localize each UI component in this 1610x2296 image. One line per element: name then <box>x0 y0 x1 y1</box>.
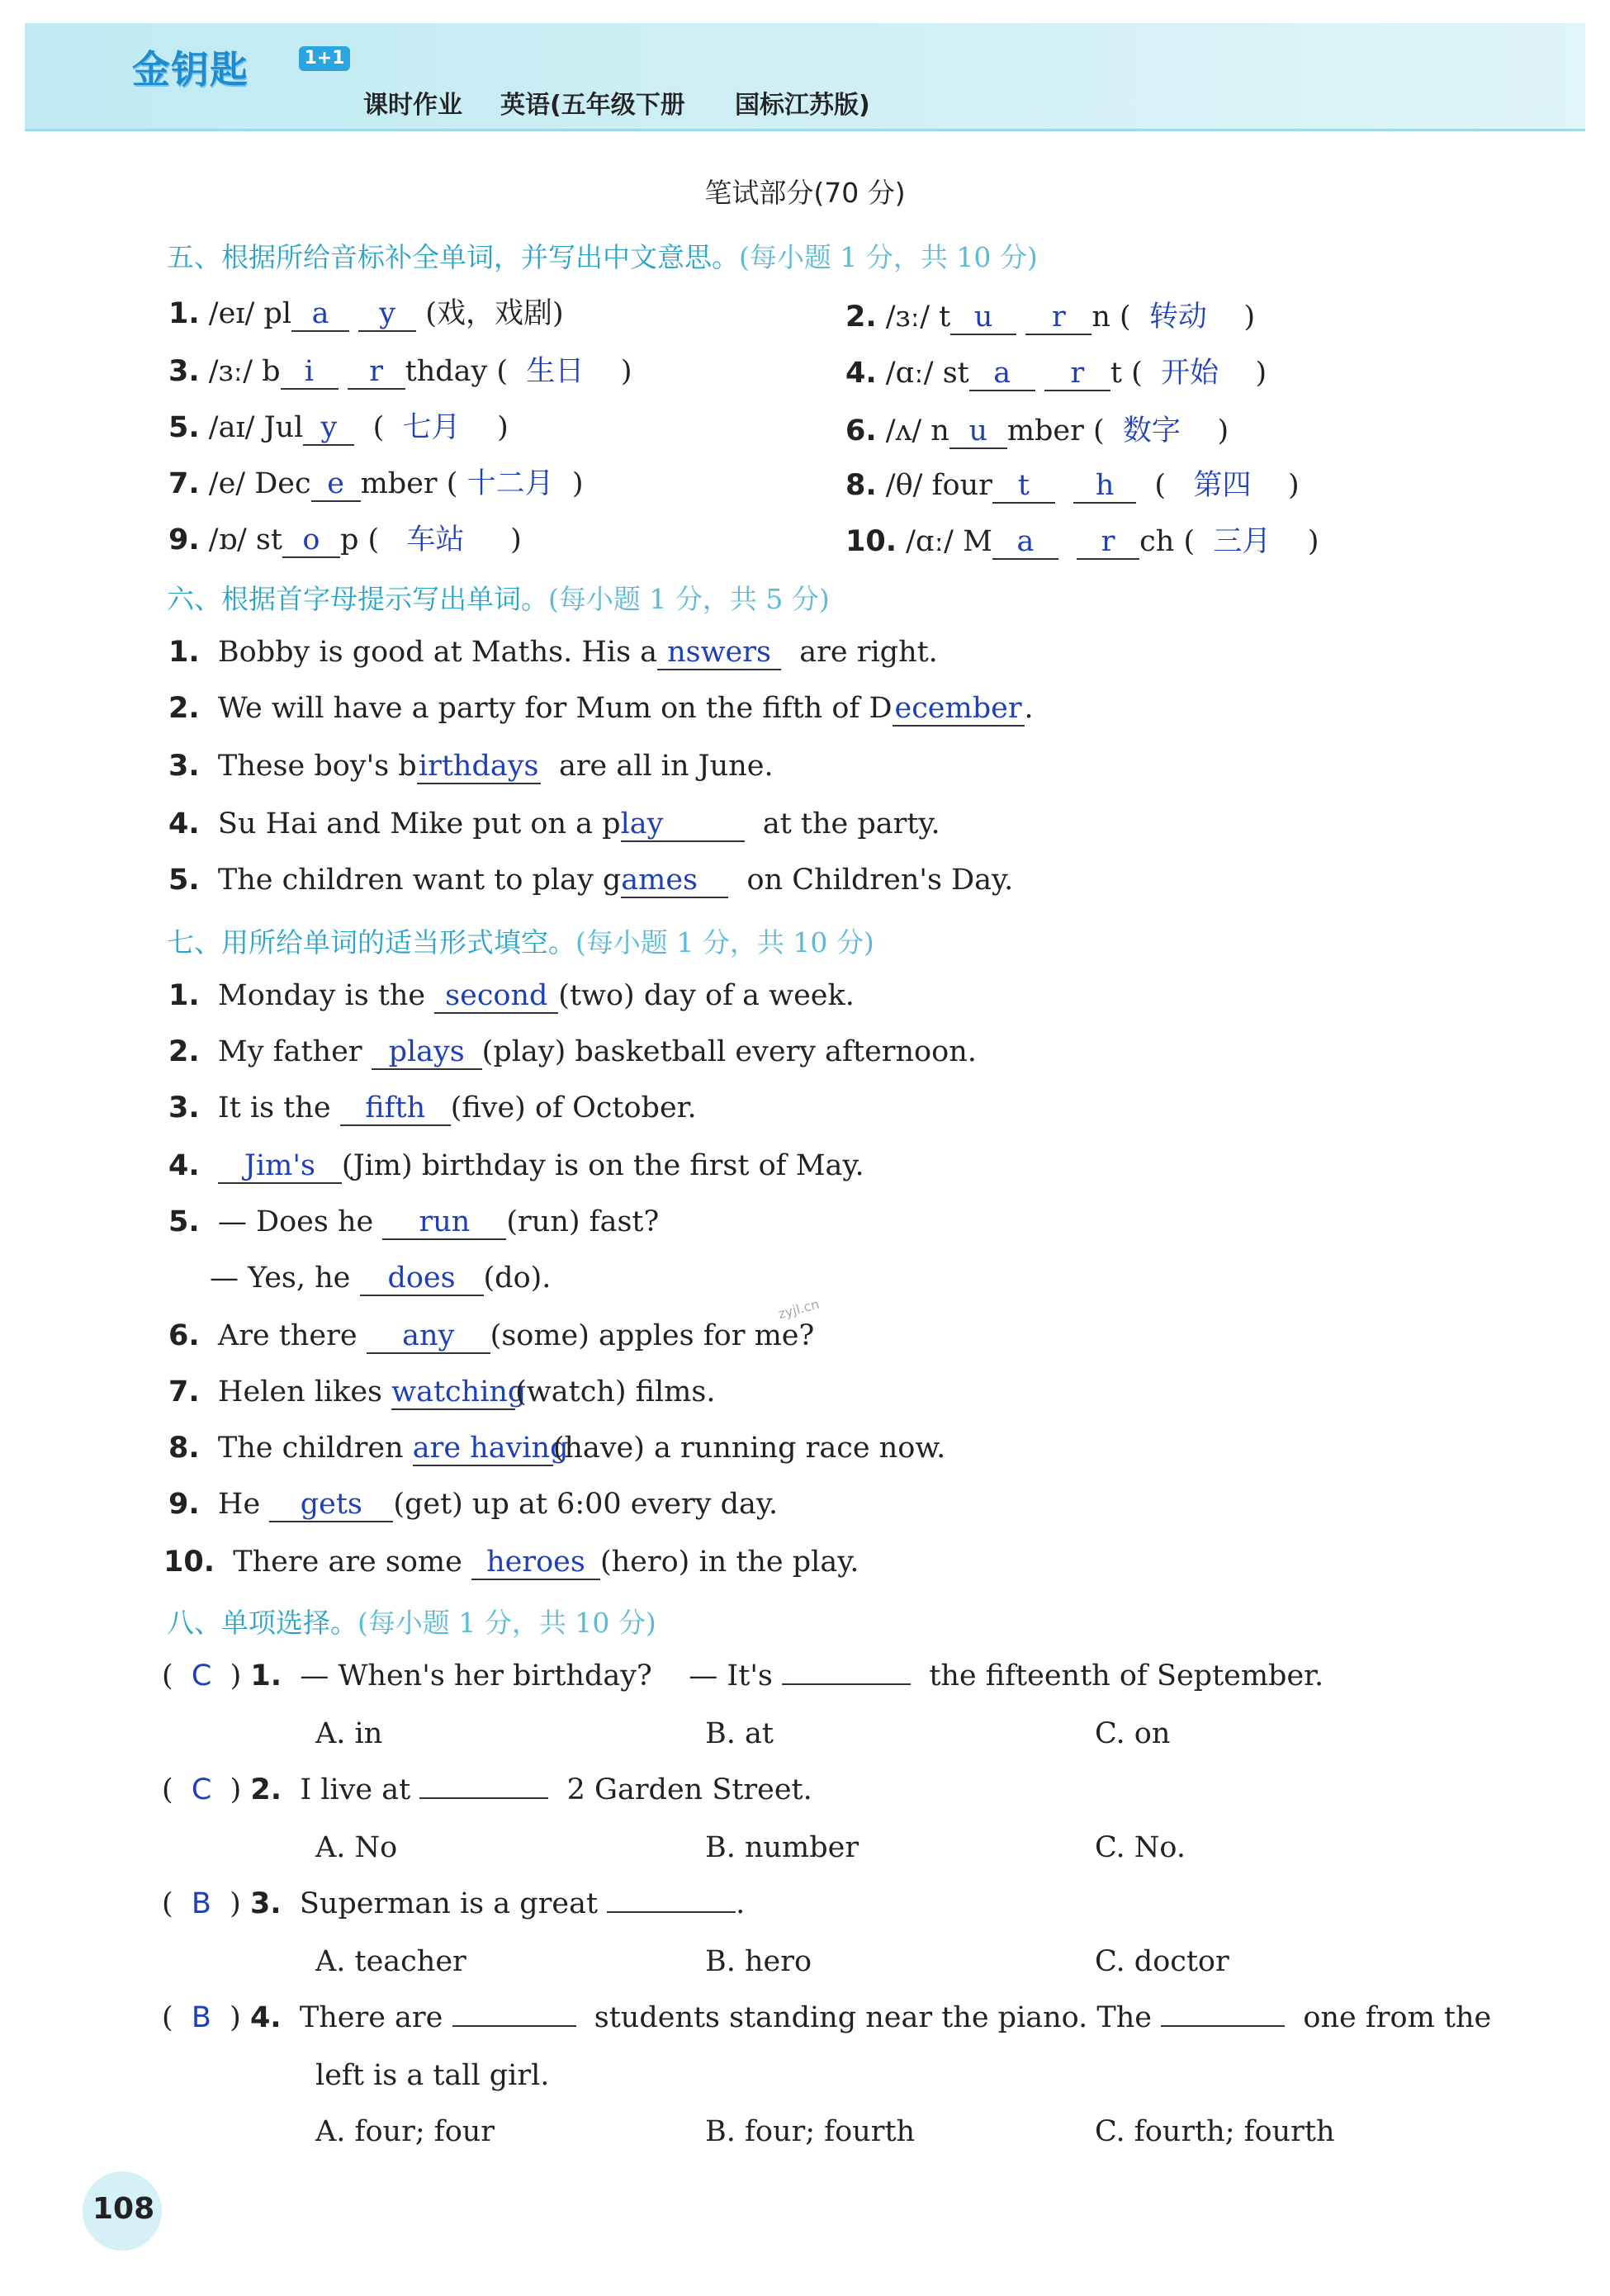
s7-item-7: 7. Helen likes watching(watch) films. <box>168 1375 716 1408</box>
answer-blank[interactable]: a <box>992 525 1058 560</box>
answer-blank[interactable]: Jim's <box>218 1149 342 1184</box>
answer-meaning[interactable]: 三月 <box>1213 525 1271 558</box>
choice-answer[interactable]: C <box>191 1659 212 1692</box>
answer-blank[interactable]: does <box>360 1262 484 1296</box>
answer-blank[interactable]: y <box>303 411 354 446</box>
option-b[interactable]: B. four; fourth <box>705 2115 916 2148</box>
s6-item-2: 2. We will have a party for Mum on the fifth of December. <box>168 692 1034 725</box>
option-c[interactable]: C. No. <box>1095 1831 1186 1864</box>
answer-blank[interactable]: are having <box>412 1432 569 1465</box>
answer-blank[interactable]: watching <box>391 1375 527 1408</box>
s8-question-4: ( B ) 4. There are students standing near the piano. The one from the <box>162 2001 1492 2034</box>
answer-meaning[interactable]: 七月 <box>402 411 461 444</box>
s8-question-2: ( C ) 2. I live at 2 Garden Street. <box>162 1773 812 1806</box>
answer-blank[interactable]: plays <box>372 1035 482 1070</box>
answer-meaning[interactable]: 数字 <box>1122 414 1181 447</box>
option-b[interactable]: B. hero <box>705 1945 812 1978</box>
answer-blank[interactable]: t <box>992 469 1055 504</box>
answer-blank[interactable]: fifth <box>340 1091 451 1126</box>
answer-blank[interactable]: second <box>434 979 558 1014</box>
question-blank <box>782 1683 911 1685</box>
answer-blank[interactable]: ecember <box>893 692 1025 727</box>
answer-blank[interactable]: i <box>281 355 339 390</box>
s7-item-10: 10. There are some heroes (hero) in the play. <box>163 1546 859 1579</box>
series-name: 课时作业 <box>363 91 462 120</box>
answer-blank[interactable]: y <box>358 297 416 332</box>
s5-item-5: 5. /aɪ/ Jul y ( 七月 ) <box>168 411 509 444</box>
subject-name: 英语(五年级下册 <box>500 91 685 120</box>
page-number: 108 <box>92 2192 155 2226</box>
answer-blank[interactable]: heroes <box>471 1546 600 1580</box>
answer-meaning[interactable]: 十二月 <box>466 467 554 500</box>
s8-question-4-cont: left is a tall girl. <box>315 2059 550 2092</box>
section-6-title: 六、根据首字母提示写出单词。(每小题 1 分，共 5 分) <box>167 583 830 615</box>
answer-blank[interactable]: r <box>1077 525 1139 560</box>
s6-item-4: 4. Su Hai and Mike put on a play at the party. <box>168 807 940 840</box>
s7-item-1: 1. Monday is the second (two) day of a week. <box>168 979 855 1012</box>
option-b[interactable]: B. number <box>705 1831 859 1864</box>
s6-item-5: 5. The children want to play games on Children's Day. <box>168 864 1014 897</box>
answer-meaning[interactable]: 生日 <box>526 355 585 388</box>
answer-blank[interactable]: run <box>382 1205 506 1240</box>
s5-item-3: 3. /ɜː/ b i r thday ( 生日 ) <box>168 355 632 388</box>
answer-blank[interactable]: a <box>291 297 349 332</box>
logo-badge: 1+1 <box>299 46 350 71</box>
choice-answer[interactable]: C <box>191 1773 212 1806</box>
question-blank <box>452 2025 576 2027</box>
main-title: 笔试部分(70 分) <box>704 177 906 209</box>
s5-item-4: 4. /ɑː/ st a r t ( 开始 ) <box>845 357 1267 390</box>
section-5-title: 五、根据所给音标补全单词，并写出中文意思。(每小题 1 分，共 10 分) <box>167 241 1038 273</box>
answer-blank[interactable]: gets <box>269 1488 393 1522</box>
option-c[interactable]: C. on <box>1095 1717 1171 1750</box>
answer-blank[interactable]: u <box>949 414 1007 449</box>
answer-blank[interactable]: irthdays <box>417 750 541 784</box>
logo: 金钥匙 <box>132 47 249 92</box>
answer-blank[interactable]: o <box>282 523 340 558</box>
s7-item-5: 5. — Does he run (run) fast? <box>168 1205 660 1238</box>
answer-blank[interactable]: e <box>311 467 361 502</box>
answer-meaning[interactable]: 车站 <box>406 523 465 556</box>
s7-item-5b: — Yes, he does (do). <box>210 1262 552 1295</box>
s7-item-8: 8. The children are having(have) a running race now. <box>168 1432 946 1465</box>
answer-meaning[interactable]: 开始 <box>1161 357 1219 390</box>
s7-item-9: 9. He gets (get) up at 6:00 every day. <box>168 1488 779 1521</box>
s7-item-3: 3. It is the fifth (five) of October. <box>168 1091 697 1124</box>
answer-blank[interactable]: r <box>1025 301 1091 335</box>
watermark: zyjl.cn <box>776 1295 822 1323</box>
answer-blank[interactable]: ames <box>621 864 728 898</box>
question-blank <box>1161 2025 1285 2027</box>
section-7-title: 七、用所给单词的适当形式填空。(每小题 1 分，共 10 分) <box>167 926 874 959</box>
answer-meaning[interactable]: 转动 <box>1148 301 1207 334</box>
s6-item-3: 3. These boy's birthdays are all in June. <box>168 750 774 783</box>
answer-blank[interactable]: a <box>969 357 1035 391</box>
s5-item-6: 6. /ʌ/ n u mber ( 数字 ) <box>845 414 1229 447</box>
choice-answer[interactable]: B <box>191 1887 211 1920</box>
answer-blank[interactable]: nswers <box>657 636 781 670</box>
option-a[interactable]: A. four; four <box>315 2115 495 2148</box>
answer-blank[interactable]: r <box>1044 357 1110 391</box>
s7-item-4: 4. Jim's (Jim) birthday is on the first of May. <box>168 1149 864 1182</box>
option-c[interactable]: C. doctor <box>1095 1945 1229 1978</box>
option-b[interactable]: B. at <box>705 1717 774 1750</box>
option-c[interactable]: C. fourth; fourth <box>1095 2115 1335 2148</box>
option-a[interactable]: A. teacher <box>315 1945 466 1978</box>
question-blank <box>607 1911 736 1913</box>
option-a[interactable]: A. in <box>315 1717 383 1750</box>
s7-item-2: 2. My father plays (play) basketball every afternoon. <box>168 1035 977 1068</box>
answer-blank[interactable]: u <box>950 301 1016 335</box>
s5-item-7: 7. /e/ Dec e mber ( 十二月 ) <box>168 467 584 500</box>
answer-blank[interactable]: r <box>348 355 405 390</box>
option-a[interactable]: A. No <box>315 1831 398 1864</box>
edition-name: 国标江苏版) <box>735 91 870 120</box>
answer-blank[interactable]: h <box>1073 469 1136 504</box>
question-blank <box>419 1797 548 1799</box>
s8-question-3: ( B ) 3. Superman is a great . <box>162 1887 746 1920</box>
s5-item-8: 8. /θ/ four t h ( 第四 ) <box>845 469 1300 502</box>
answer-blank[interactable]: lay <box>621 807 745 842</box>
s7-item-6: 6. Are there any (some) apples for me? <box>168 1319 815 1352</box>
s8-question-1: ( C ) 1. — When's her birthday? — It's the fifteenth of September. <box>162 1659 1324 1692</box>
s5-item-2: 2. /ɜː/ t u r n ( 转动 ) <box>845 301 1256 334</box>
section-8-title: 八、单项选择。(每小题 1 分，共 10 分) <box>167 1607 656 1639</box>
s5-item-10: 10. /ɑː/ M a r ch ( 三月 ) <box>845 525 1319 558</box>
s5-item-1: 1. /eɪ/ pl a y (戏，戏剧) <box>168 297 564 330</box>
s5-item-9: 9. /ɒ/ st o p ( 车站 ) <box>168 523 522 556</box>
choice-answer[interactable]: B <box>191 2001 211 2034</box>
s6-item-1: 1. Bobby is good at Maths. His a nswers are right. <box>168 636 938 669</box>
answer-blank[interactable]: any <box>367 1319 490 1354</box>
answer-meaning[interactable]: 第四 <box>1193 469 1252 502</box>
